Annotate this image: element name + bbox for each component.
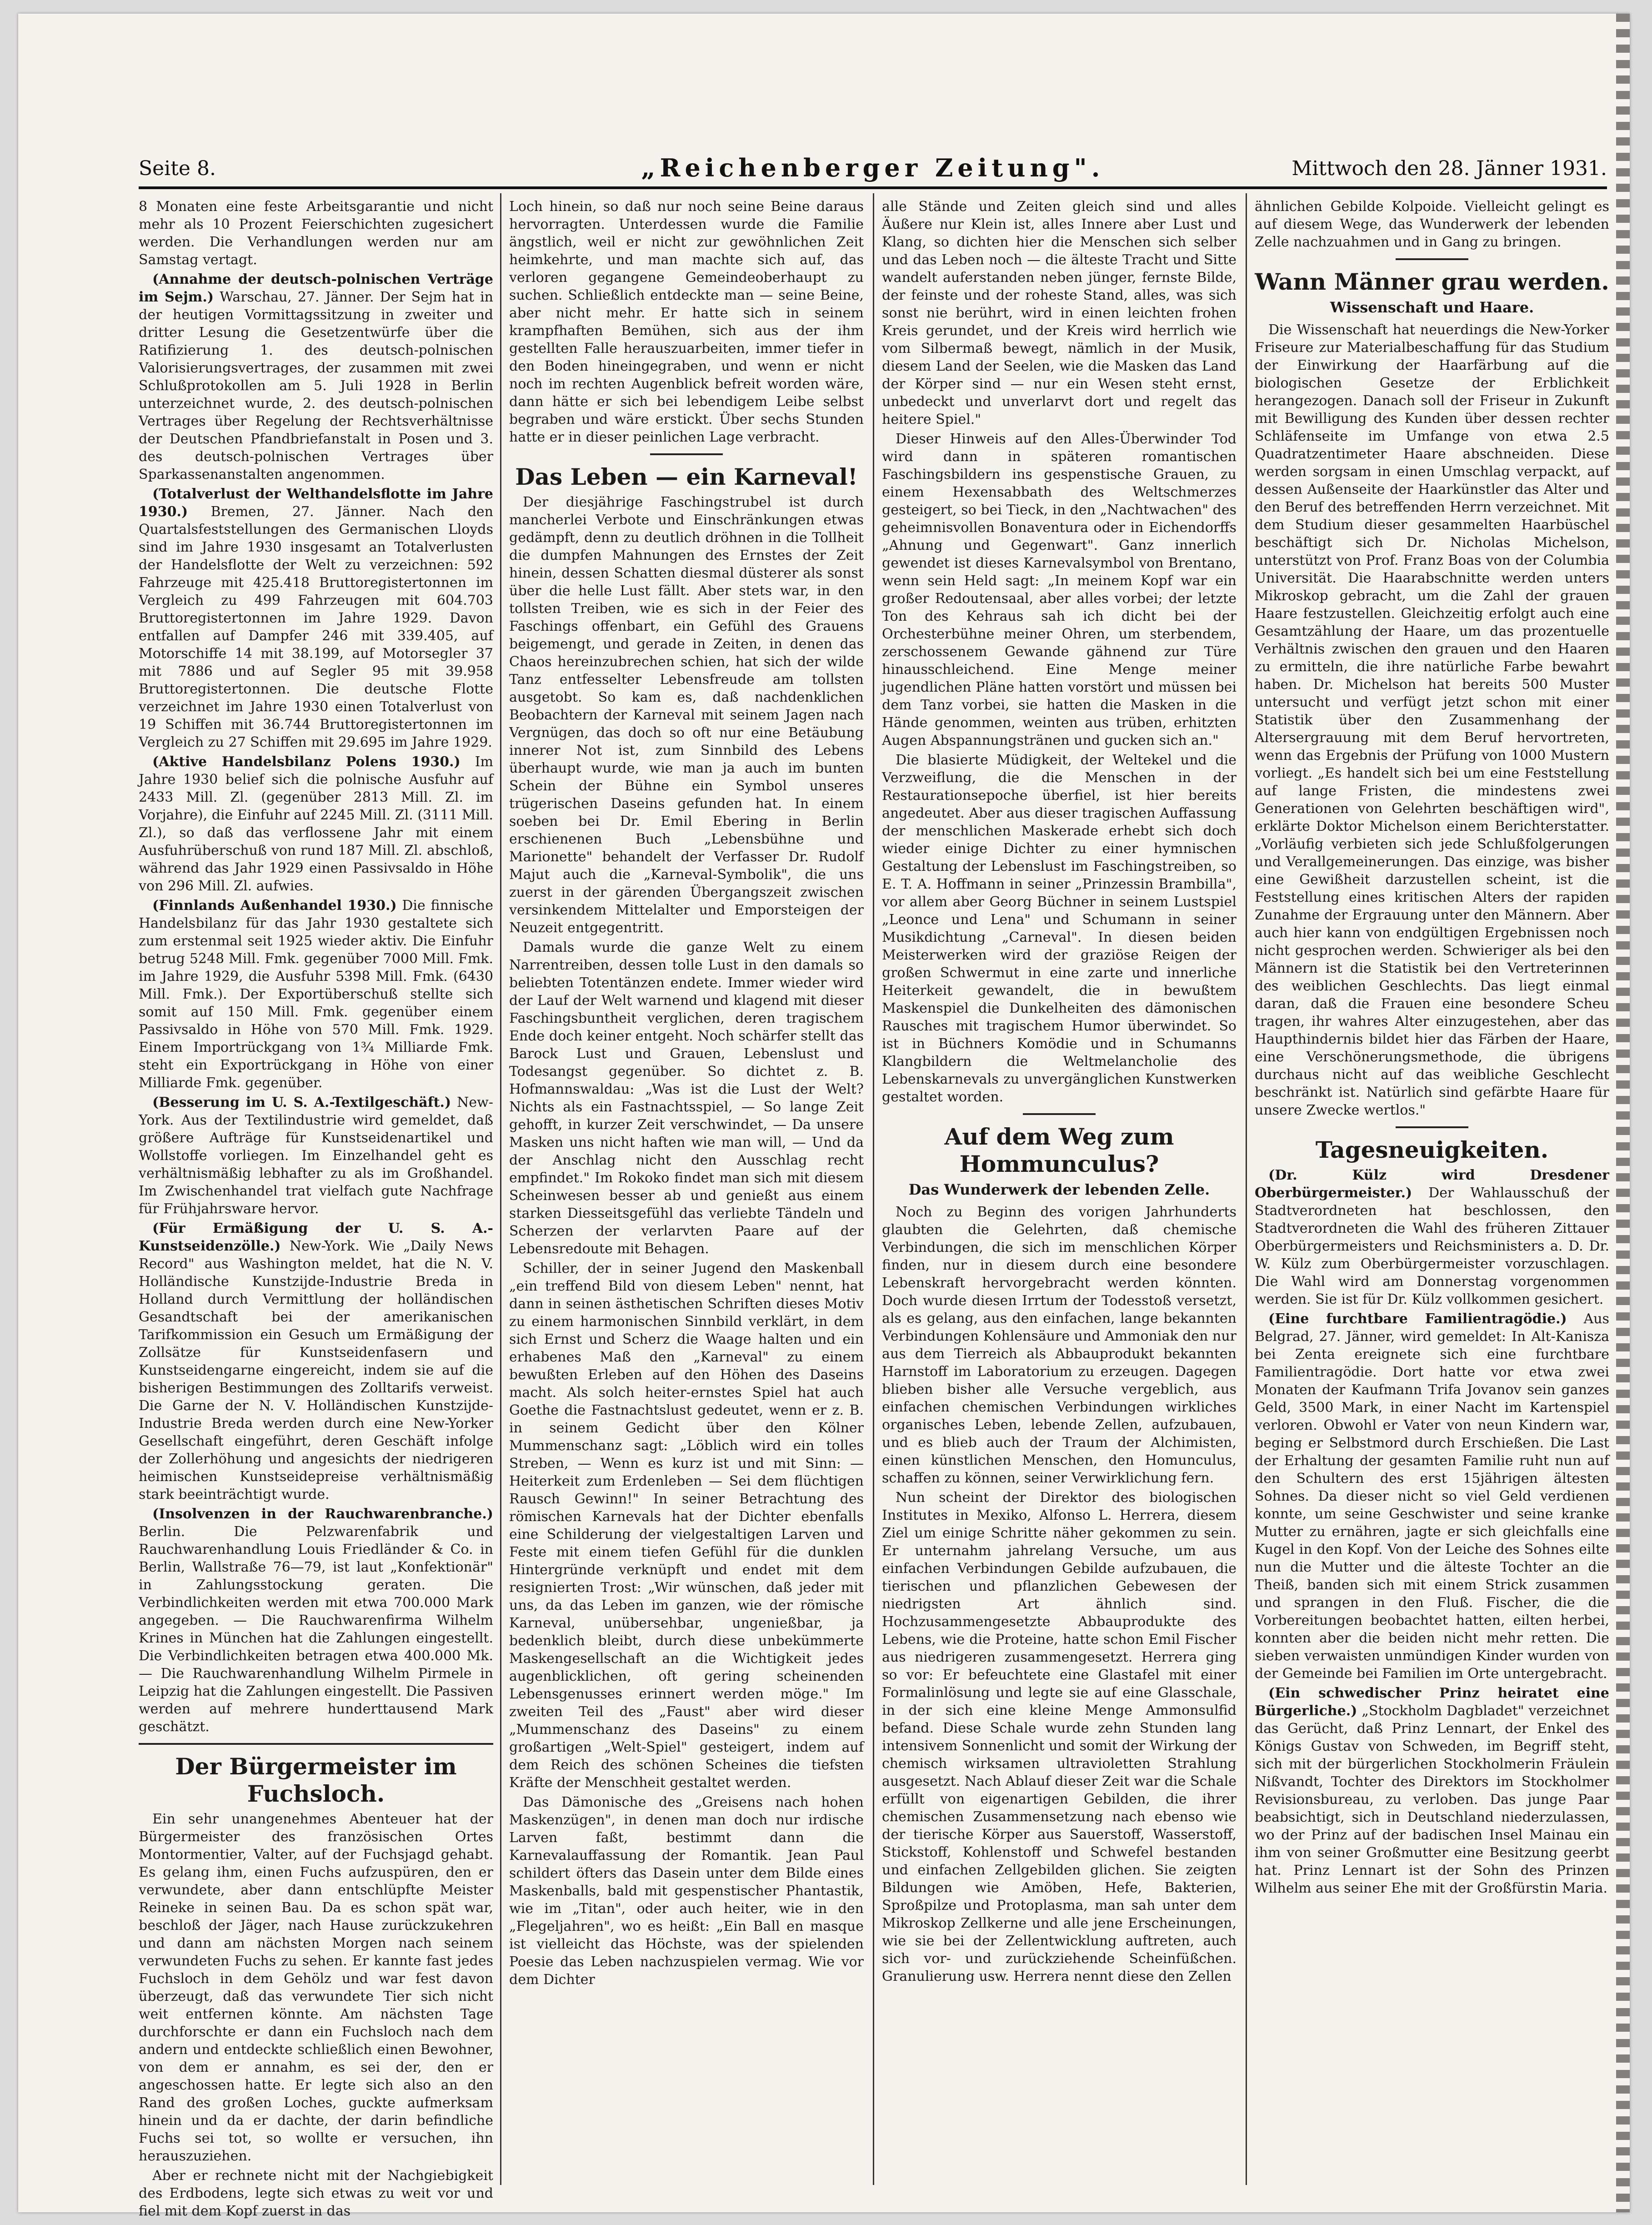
news-item-text: Warschau, 27. Jänner. Der Sejm hat in der heutigen Vormittagssitzung in zweiter und dritter Lesung die Gesetzentwürfe über die Ratifizierung 1. des deutsch-polnischen Valorisierungsvertrages, der zusammen mit zwei Schlußprotokollen am 5. Juli 1928 in Berlin unterzeichnet wurde, 2. des deutsch-polnischen Vertrages über Regelung der Rechtsverhältnisse der Deutschen Pfandbriefanstalt in Posen und 3. des deutsch-polnischen Vertrages über Sparkassenanstalten angenommen. bbox=[139, 289, 493, 482]
news-item bbox=[1255, 1166, 1609, 1308]
article-text: ähnlichen Gebilde Kolpoide. Vielleicht gelingt es auf diesem Wege, das Wunderwerk der lebenden Zelle nachzuahmen und in Gang zu bringen. bbox=[1255, 199, 1609, 250]
article-subheadline: Das Wunderwerk der lebenden Zelle. bbox=[908, 1181, 1210, 1198]
news-item-headline: (Aktive Handelsbilanz Polens 1930.) bbox=[152, 754, 461, 770]
article-text: Damals wurde die ganze Welt zu einem Narrentreiben, dessen tolle Lust in den damals so beliebten Totentänzen endete. Immer wieder wird der Lauf der Welt warnend und klagend mit dieser Faschingsbuntheit verglichen, deren tragischem Ende doch keiner entgeht. Noch schärfer stellt das Barock Lust und Grauen, Lebenslust und Todesangst gegenüber. So dichtet z. B. Hofmannswaldau: „Was ist die Lust der Welt? Nichts als ein Fastnachtsspiel, — So lange Zeit gehofft, in kurzer Zeit verschwindet, — Da unsere Masken uns nicht haften wie man will, — Und da der Anschlag nicht den Ausschlag recht empfindet." Im Rokoko findet man sich mit diesem Scheinwesen besser ab und genießt aus einem starken Diesseitsgefühl das verliebte Tändeln und Scherzen der verlarvten Paare auf der Lebensredoute mit Behagen. bbox=[509, 939, 864, 1257]
article-text: Das Dämonische des „Greisens nach hohen Maskenzügen", in denen man doch nur irdische Larven faßt, bestimmt dann die Karnevalauffassung der Romantik. Jean Paul schildert öfters das Dasein unter dem Bilde eines Maskenballs, bald mit gespenstischer Phantastik, wie im „Titan", oder auch heiter, wie in den „Flegeljahren", wo es heißt: „Ein Ball en masque ist vielleicht das Höchste, was der spielenden Poesie das Leben nachzuspielen vermag. Wie vor dem Dichter bbox=[509, 1794, 864, 1988]
news-item bbox=[139, 1094, 493, 1218]
column-3 bbox=[882, 198, 1236, 2180]
news-item-text: New-York. Wie „Daily News Record" aus Washington meldet, hat die N. V. Holländische Kunstzijde-Industrie Breda in Holland durch Vermittlung der holländischen Gesandtschaft bei der amerikanischen Tarifkommission ein Gesuch um Ermäßigung der Zollsätze für Kunstseidenfasern und Kunstseidengarne eingereicht, indem sie auf die bisherigen Bestimmungen des Zolltarifs verweist. Die Garne der N. V. Holländischen Kunstzijde-Industrie Breda werden durch eine New-Yorker Gesellschaft eingeführt, deren Geschäft infolge der Zollerhöhung und angesichts der niedrigeren heimischen Kunstseidepreise verhältnismäßig stark beeinträchtigt wurde. bbox=[139, 1238, 493, 1502]
masthead: „Reichenberger Zeitung". bbox=[641, 153, 1105, 182]
column-1 bbox=[139, 198, 493, 2219]
article-headline-homunculus: Auf dem Weg zum Hommunculus? bbox=[944, 1123, 1174, 1177]
news-item-text: Die finnische Handelsbilanz für das Jahr 1930 gestaltete sich zum erstenmal seit 1925 wieder aktiv. Die Einfuhr betrug 5248 Mill. Fmk. gegenüber 7000 Mill. Fmk. im Jahre 1929, die Ausfuhr 5398 Mill. Fmk. (6430 Mill. Fmk.). Der Exportüberschuß stellte sich somit auf 150 Mill. Fmk. gegenüber einem Passivsaldo in Höhe von 570 Mill. Fmk. 1929. Einem Importrückgang von 1¾ Milliarde Fmk. steht ein Exportrückgang in Höhe von einer Milliarde Fmk. gegenüber. bbox=[139, 898, 493, 1091]
section-headline-tagesneuigkeiten: Tagesneuigkeiten. bbox=[1315, 1136, 1549, 1163]
article-text: alle Stände und Zeiten gleich sind und alles Äußere nur Klein ist, alles Innere aber Lust und Klang, so dichten hier die Menschen sich selber und das Leben noch — die älteste Tracht und Sitte wandelt auferstanden neben jünger, fernste Bilde, der feinste und der roheste Stand, alles, was sich sonst nie berührt, wird in einen leichten frohen Kreis gerundet, und der Kreis wird herrlich wie vom Silbermaß bewegt, nämlich in der Musik, diesem Land der Seelen, wie die Masken das Land der Körper sind — nur ein Wesen steht ernst, unbedeckt und unverlarvt dort und regelt das heitere Spiel." bbox=[882, 199, 1236, 427]
header-rule bbox=[139, 186, 1607, 189]
article-text: Nun scheint der Direktor des biologischen Institutes in Mexiko, Alfonso L. Herrera, diesem Ziel um einige Schritte näher gekommen zu sein. Er unternahm jahrelang Versuche, um aus einfachen Verbindungen Gebilde aufzubauen, die tierischen und pflanzlichen Gebewesen der niedrigsten Art ähnlich sind. Hochzusammengesetzte Abbauprodukte des Lebens, wie die Proteine, hatte schon Emil Fischer aus niedrigeren zusammengesetzt. Herrera ging so vor: Er befeuchtete eine Glastafel mit einer Formalinlösung und legte sie auf eine Glasschale, in der sich eine kleine Menge Ammonsulfid befand. Diese Schale wurde zehn Stunden lang intensivem Sonnenlicht und somit der Wirkung der chemisch wirksamen ultravioletten Strahlung ausgesetzt. Nach Ablauf dieser Zeit war die Schale erfüllt von eigenartigen Gebilden, die ihrer chemischen Zusammensetzung nach ebenso wie der tierische Körper aus Sauerstoff, Wasserstoff, Stickstoff, Kohlenstoff und Schwefel bestanden und einfachen Zellgebilden glichen. Sie zeigten Bildungen wie Amöben, Hefe, Bakterien, Sproßpilze und Protoplasma, man sah unter dem Mikroskop Zellkerne und alle jene Erscheinungen, wie sie bei der Zellentwicklung auftreten, auch sich vor- und zurückziehende Scheinfüßchen. Granulierung usw. Herrera nennt diese den Zellen bbox=[882, 1490, 1236, 1984]
news-item bbox=[139, 271, 493, 483]
article-rule bbox=[1396, 1126, 1468, 1128]
news-item-text: New-York. Aus der Textilindustrie wird gemeldet, daß größere Aufträge für Kunstseidenartikel und Wollstoffe vorliegen. Im Einzelhandel geht es verhältnismäßig lebhafter zu als im Großhandel. Im Zwischenhandel trat vielfach gute Nachfrage für Frühjahrsware hervor. bbox=[139, 1095, 493, 1217]
column-4 bbox=[1255, 198, 1609, 2180]
news-item-headline: (Ein schwedischer Prinz heiratet eine Bürgerliche.) bbox=[1255, 1685, 1609, 1719]
column-divider bbox=[1246, 193, 1247, 2185]
news-item bbox=[1255, 1684, 1609, 1897]
article-text: Der diesjährige Faschingstrubel ist durch mancherlei Verbote und Einschränkungen etwas gedämpft, denn zu deutlich dröhnen in die Tollheit die dumpfen Mahnungen des Ernstes der Zeit hinein, dessen Schatten diesmal düsterer als sonst über die helle Lust fällt. Aber stets war, in den tollsten Treiben, wie es sich in der Feier des Faschings offenbart, ein Gefühl des Grauens beigemengt, und gerade in Zeiten, in denen das Chaos hereinzubrechen schien, hat sich der wilde Tanz entfesselter Lebensfreude am tollsten ausgetobt. So kam es, daß nachdenklichen Beobachtern der Karneval mit seinem Jagen nach Vergnügen, das doch so oft nur eine Betäubung innerer Not ist, zum Sinnbild des Lebens überhaupt wurde, wie man ja auch im bunten Schein der Bühne ein Symbol unseres trügerischen Daseins gefunden hat. In einem soeben bei Dr. Emil Ebering in Berlin erschienenen Buch „Lebensbühne und Marionette" behandelt der Verfasser Dr. Rudolf Majut auch die „Karneval-Symbolik", die uns zuerst in der gärenden Übergangszeit zwischen versinkendem Mittelalter und Emporsteigen der Neuzeit entgegentritt. bbox=[509, 494, 864, 936]
column-divider bbox=[873, 193, 874, 2185]
news-item-headline: (Annahme der deutsch-polnischen Verträge im Sejm.) bbox=[139, 271, 493, 305]
news-item-headline: (Besserung im U. S. A.-Textilgeschäft.) bbox=[152, 1095, 451, 1110]
news-item bbox=[139, 1220, 493, 1503]
news-item-headline: (Insolvenzen in der Rauchwarenbranche.) bbox=[152, 1506, 493, 1522]
article-text: 8 Monaten eine feste Arbeitsgarantie und nicht mehr als 10 Prozent Feierschichten zugesichert werden. Die Verhandlungen werden nur am Samstag vertagt. bbox=[139, 199, 493, 268]
column-2 bbox=[509, 198, 864, 2180]
news-item-text: Berlin. Die Pelzwarenfabrik und Rauchwarenhandlung Louis Friedländer & Co. in Berlin, Wallstraße 76—79, ist laut „Konfektionär" in Zahlungsstockung geraten. Die Verbindlichkeiten werden mit etwa 700.000 Mark angegeben. — Die Rauchwarenfirma Wilhelm Krines in München hat die Zahlungen eingestellt. Die Verbindlichkeiten betragen etwa 400.000 Mk. — Die Rauchwarenhandlung Wilhelm Pirmele in Leipzig hat die Zahlungen eingestellt. Die Passiven werden auf mehrere hunderttausend Mark geschätzt. bbox=[139, 1524, 493, 1735]
article-text: Die Wissenschaft hat neuerdings die New-Yorker Friseure zur Materialbeschaffung für das Studium der Einwirkung der Haarfärbung auf die biologischen Gesetze der Erblichkeit herangezogen. Danach soll der Friseur in Zukunft mit Bewilligung des Kunden über dessen rechter Schläfenseite im Umfange von etwa 2.5 Quadratzentimeter Haare abschneiden. Diese werden sorgsam in einen Umschlag verpackt, auf dessen Außenseite der Haarkünstler das Alter und den Beruf des betreffenden Herrn verzeichnet. Mit dem Studium dieser gesammelten Haarbüschel beschäftigt sich Dr. Nicholas Michelson, unterstützt von Prof. Franz Boas von der Columbia Universität. Die Haarabschnitte werden unters Mikroskop gebracht, um die Zahl der grauen Haare festzustellen. Gleichzeitig erfolgt auch eine Gesamtzählung der Haare, um das prozentuelle Verhältnis zwischen den grauen und den Haaren zu ermitteln, die ihre natürliche Farbe bewahrt haben. Dr. Michelson hat bereits 500 Muster untersucht und verfügt jetzt schon mit einer Statistik über den Zusammenhang der Altersergrauung mit dem Beruf hervortreten, wenn das Ergebnis der Prüfung von 1000 Mustern vorliegt. „Es handelt sich bei um eine Feststellung auf lange Fristen, die mindestens zwei Generationen von Gelehrten beschäftigen wird", erklärte Doktor Michelson einem Berichterstatter. „Vorläufig verbieten sich jede Schlußfolgerungen und Verallgemeinerungen. Das einzige, was bisher eine Gewißheit darzustellen scheint, ist die Feststellung eines kritischen Alters der rapiden Zunahme der Ergrauung unter den Männern. Aber auch hier kann von endgültigen Ergebnissen noch nicht gesprochen werden. Schwieriger als bei den Männern ist die Statistik bei den Vertreterinnen des weiblichen Geschlechts. Das liegt einmal daran, daß die Frauen eine besondere Scheu tragen, ihr wahres Alter einzugestehen, aber das Haupthindernis bildet hier das Färben der Haare, eine Verschönerungsmethode, die übrigens durchaus nicht auf das weibliche Geschlecht beschränkt ist. Natürlich sind gefärbte Haare für unsere Zwecke wertlos." bbox=[1255, 322, 1609, 1118]
page-number: Seite 8. bbox=[139, 157, 216, 180]
news-item-headline: (Totalverlust der Welthandelsflotte im Jahre 1930.) bbox=[139, 486, 493, 520]
article-rule bbox=[1396, 258, 1468, 260]
article-headline-grau: Wann Männer grau werden. bbox=[1255, 268, 1609, 295]
article-text: Noch zu Beginn des vorigen Jahrhunderts glaubten die Gelehrten, daß chemische Verbindungen, die sich im menschlichen Körper finden, nur in diesem durch eine besondere Lebenskraft hervorgebracht werden könnten. Doch wurde diesen Irrtum der Todesstoß versetzt, als es gelang, aus den einfachen, lange bekannten Verbindungen Kohlensäure und Ammoniak den nur aus dem Tierreich als Abbauprodukt bekannten Harnstoff im Laboratorium zu erzeugen. Dagegen blieben bisher alle Versuche vergeblich, aus einfachen chemischen Verbindungen wirkliches organisches Leben, lebende Zellen, aufzubauen, und es blieb auch der Traum der Alchimisten, einen künstlichen Menschen, den Homunculus, schaffen zu können, seiner Verwirklichung fern. bbox=[882, 1204, 1236, 1486]
news-item bbox=[139, 897, 493, 1092]
article-headline-karneval: Das Leben — ein Karneval! bbox=[515, 463, 858, 490]
newspaper-page bbox=[18, 14, 1630, 2219]
news-item-headline: (Eine furchtbare Familientragödie.) bbox=[1268, 1311, 1567, 1327]
news-item-headline: (Für Ermäßigung der U. S. A.-Kunstseidenzölle.) bbox=[139, 1220, 493, 1254]
article-rule bbox=[650, 453, 723, 455]
column-divider bbox=[500, 193, 501, 2185]
news-item-text: Aus Belgrad, 27. Jänner, wird gemeldet: In Alt-Kanisza bei Zenta ereignete sich eine furchtbare Familientragödie. Dort hatte vor etwa zwei Monaten der Kaufmann Trifa Jovanov sein ganzes Geld, 3500 Mark, in einer Nacht im Kartenspiel verloren. Obwohl er Vater von neun Kindern war, beging er Selbstmord durch Erschießen. Die Last der Erhaltung der gesamten Familie ruht nun auf den Schultern des erst 15jährigen ältesten Sohnes. Da dieser nicht so viel Geld verdienen konnte, um seine Geschwister und seine kranke Mutter zu ernähren, jagte er sich gleichfalls eine Kugel in den Kopf. Von der Leiche des Sohnes eilte nun die Mutter und die älteste Tochter an die Theiß, banden sich mit einem Strick zusammen und sprangen in den Fluß. Fischer, die die Vorbereitungen beobachtet hatten, eilten herbei, konnten aber die beiden nicht mehr retten. Die sieben verwaisten unmündigen Kinder wurden von der Gemeinde bei Familien im Orte untergebracht. bbox=[1255, 1311, 1609, 1682]
article-headline-buergermeister: Der Bürgermeister im Fuchsloch. bbox=[175, 1753, 457, 1807]
news-item-text: Bremen, 27. Jänner. Nach den Quartalsfeststellungen des Germanischen Lloyds sind im Jahre 1930 insgesamt an Totalverlusten der Handelsflotte der Welt zu verzeichnen: 592 Fahrzeuge mit 425.418 Bruttoregistertonnen im Vergleich zu 499 Fahrzeugen mit 604.703 Bruttoregistertonnen im Jahre 1929. Davon entfallen auf Dampfer 246 mit 339.405, auf Motorschiffe 14 mit 38.199, auf Motorsegler 37 mit 7886 und auf Segler 95 mit 39.958 Bruttoregistertonnen. Die deutsche Flotte verzeichnet im Jahre 1930 einen Totalverlust von 19 Schiffen mit 36.744 Bruttoregistertonnen im Vergleich zu 27 Schiffen mit 29.695 im Jahre 1929. bbox=[139, 504, 493, 750]
news-item bbox=[139, 485, 493, 751]
section-rule bbox=[139, 1743, 493, 1745]
news-item bbox=[1255, 1310, 1609, 1683]
article-text: Ein sehr unangenehmes Abenteuer hat der Bürgermeister des französischen Ortes Montormentier, Valter, auf der Fuchsjagd gehabt. Es gelang ihm, einen Fuchs aufzuspüren, den er verwundete, aber dann entschlüpfte Meister Reineke in seinen Bau. Da es schon spät war, beschloß der Jäger, nach Hause zurückzukehren und dann am nächsten Morgen nach seinem verwundeten Fuchs zu sehen. Er kannte fast jedes Fuchsloch in dem Gehölz und war fest davon überzeugt, daß das verwundete Tier sich nicht weit entfernen könnte. Am nächsten Tage durchforschte er dann ein Fuchsloch nach dem andern und entdeckte schließlich einen Bewohner, von dem er annahm, es sei der, den er angeschossen hatte. Er legte sich also an den Rand des großen Loches, guckte aufmerksam hinein und da er dachte, der darin befindliche Fuchs sei tot, so wollte er versuchen, ihn herauszuziehen. bbox=[139, 1811, 493, 2164]
issue-date: Mittwoch den 28. Jänner 1931. bbox=[1292, 157, 1607, 180]
news-item-text: „Stockholm Dagbladet" verzeichnet das Gerücht, daß Prinz Lennart, der Enkel des Königs Gustav von Schweden, im Begriff steht, sich mit der bürgerlichen Stockholmerin Fräulein Nißvandt, Tochter des Direktors im Stockholmer Revisionsbureau, zu verloben. Das junge Paar beabsichtigt, sich in Deutschland niederzulassen, wo der Prinz auf der badischen Insel Mainau ein ihm von seiner Großmutter eine Besitzung geerbt hat. Prinz Lennart ist der Sohn des Prinzen Wilhelm aus seiner Ehe mit der Großfürstin Maria. bbox=[1255, 1703, 1609, 1896]
article-text: Aber er rechnete nicht mit der Nachgiebigkeit des Erdbodens, legte sich etwas zu weit vor und fiel mit dem Kopf zuerst in das bbox=[139, 2168, 493, 2219]
article-rule bbox=[1023, 1113, 1096, 1115]
article-subheadline: Wissenschaft und Haare. bbox=[1330, 299, 1534, 316]
news-item bbox=[139, 753, 493, 895]
article-text: Dieser Hinweis auf den Alles-Überwinder Tod wird dann in späteren romantischen Faschingsbildern ins gespenstische Grauen, zu einem Hexensabbath des Weltschmerzes gesteigert, so bei Tieck, in den „Nachtwachen" des geheimnisvollen Bonaventura oder in Eichendorffs „Ahnung und Gegenwart". Ganz innerlich gewendet ist dieses Karnevalsymbol von Brentano, wenn sein Held sagt: „In meinem Kopf war ein großer Redoutensaal, aber alles vorbei; der letzte Ton des Kehraus sah ich dicht bei der Orchesterbühne meiner Ohren, um sterbendem, zerschossenem Gewande gähnend zur Türe hinausschleichend. Eine Menge meiner jugendlichen Pläne hatten vorstört und müssen bei dem Tanz vorbei, sie hatten die Masken in die Hände genommen, weinten aus trüben, erhitzten Augen Abspannungstränen und gucken sich an." bbox=[882, 431, 1236, 748]
news-item bbox=[139, 1505, 493, 1736]
news-item-text: Der Wahlausschuß der Stadtverordneten hat beschlossen, den Stadtverordneten die Wahl des früheren Zittauer Oberbürgermeisters und Reichsministers a. D. Dr. W. Külz zum Oberbürgermeister vorzuschlagen. Die Wahl wird am Donnerstag vorgenommen werden. Sie ist für Dr. Külz vollkommen gesichert. bbox=[1255, 1185, 1609, 1307]
news-item-headline: (Finnlands Außenhandel 1930.) bbox=[152, 898, 397, 914]
news-item-headline: (Dr. Külz wird Dresdener Oberbürgermeister.) bbox=[1255, 1167, 1609, 1201]
page-header bbox=[139, 152, 1607, 184]
article-text: Die blasierte Müdigkeit, der Weltekel und die Verzweiflung, die die Menschen in der Restaurationsepoche überfiel, ist hier bereits angedeutet. Aber aus dieser tragischen Auffassung der menschlichen Maskerade erhebt sich doch wieder einige Dichter zu einer hymnischen Gestaltung der Lebenslust im Faschingstreiben, so E. T. A. Hoffmann in seiner „Prinzessin Brambilla", vor allem aber Georg Büchner in seinem Lustspiel „Leonce und Lena" und Schumann in seiner Musikdichtung „Carneval". In diesen beiden Meisterwerken wird der graziöse Reigen der großen Schwermut in eine zarte und innerliche Heiterkeit gewandelt, die in bewußtem Maskenspiel die Dunkelheiten des dämonischen Rausches mit tragischem Humor überwindet. So ist in Büchners Komödie und in Schumanns Klangbildern die Weltmelancholie des Lebenskarnevals zu unvergänglichen Kunstwerken gestaltet worden. bbox=[882, 752, 1236, 1105]
article-text: Loch hinein, so daß nur noch seine Beine daraus hervorragten. Unterdessen wurde die Familie ängstlich, weil er nicht zur gewöhnlichen Zeit heimkehrte, und man machte sich auf, das verloren gegangene Gemeindeoberhaupt zu suchen. Schließlich entdeckte man — seine Beine, aber nicht mehr. Er hatte sich in seinem krampfhaften Bemühen, sich aus der ihm gestellten Falle herauszuarbeiten, immer tiefer in den Boden hineingegraben, und wenn er nicht noch im rechten Augenblick befreit worden wäre, dann hätte er sich bei lebendigem Leibe selbst begraben und wäre erstickt. Über sechs Stunden hatte er in dieser peinlichen Lage verbracht. bbox=[509, 199, 864, 445]
article-text: Schiller, der in seiner Jugend den Maskenball „ein treffend Bild von diesem Leben" nennt, hat dann in seinen ästhetischen Schriften dieses Motiv zu einem harmonischen Sinnbild verklärt, in dem sich Ernst und Scherz die Waage halten und ein erhabenes Maß den „Karneval" zu einem bewußten Erleben auf den Höhen des Daseins macht. Als solch heiter-ernstes Spiel hat auch Goethe die Fastnachtslust gedeutet, wenn er z. B. in seinem Gedicht über den Kölner Mummenschanz sagt: „Löblich wird ein tolles Streben, — Wenn es kurz ist und mit Sinn: — Heiterkeit zum Erdenleben — Sei dem flüchtigen Rausch Gewinn!" In seiner Betrachtung des römischen Karnevals hat der Dichter ebenfalls eine Schilderung der vielgestaltigen Larven und Feste mit einem tiefen Gefühl für die dunklen Hintergründe verknüpft und endet mit dem resignierten Trost: „Wir wünschen, daß jeder mit uns, da das Leben im ganzen, wie der römische Karneval, unübersehbar, ungenießbar, ja bedenklich bleibt, durch diese unbekümmerte Maskengesellschaft an die Wichtigkeit jedes augenblicklichen, oft gering scheinenden Lebensgenusses erinnert werden möge." Im zweiten Teil des „Faust" aber wird dieser „Mummenschanz des Daseins" zu einem großartigen „Welt-Spiel" gesteigert, indem auf dem Reich des schönen Scheines die tiefsten Kräfte der Menschheit gestaltet werden. bbox=[509, 1261, 864, 1791]
news-item-text: Im Jahre 1930 belief sich die polnische Ausfuhr auf 2433 Mill. Zl. (gegenüber 2813 Mill. Zl. im Vorjahre), die Einfuhr auf 2245 Mill. Zl. (3111 Mill. Zl.), so daß das verflossene Jahr mit einem Ausfuhrüberschuß von rund 187 Mill. Zl. abschloß, während das Jahr 1929 einen Passivsaldo in Höhe von 296 Mill. Zl. aufwies. bbox=[139, 754, 493, 894]
adjacent-page-edge bbox=[1616, 14, 1630, 2212]
